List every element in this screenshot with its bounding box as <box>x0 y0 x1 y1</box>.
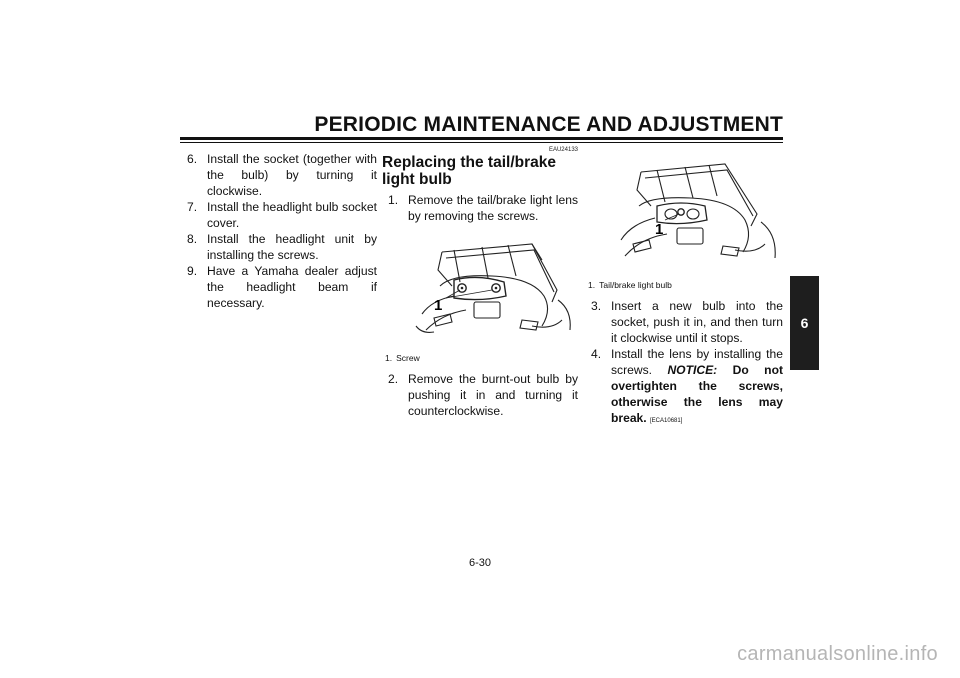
caption-number: 1. <box>588 280 596 290</box>
step-number: 3. <box>591 299 602 313</box>
column-3 <box>585 146 783 429</box>
step-3 <box>585 298 783 346</box>
step-list <box>382 371 578 419</box>
notice-text: Do not overtighten the screws, otherwise the lens may break. <box>611 363 783 425</box>
step-number: 7. <box>187 200 198 214</box>
step-6 <box>181 151 377 199</box>
step-text <box>611 346 783 429</box>
step-text: Install the headlight unit by installing the screws. <box>207 232 377 262</box>
figure-tail-brake-bulb <box>585 156 781 278</box>
step-1 <box>382 192 578 224</box>
caption-text: Screw <box>396 353 420 363</box>
step-text-main: Install the lens by installing the screws. <box>611 347 783 377</box>
step-number: 1. <box>388 193 399 207</box>
page-header-title: PERIODIC MAINTENANCE AND ADJUSTMENT <box>314 113 783 136</box>
step-text: Install the headlight bulb socket cover. <box>207 200 377 230</box>
step-9 <box>181 263 377 311</box>
step-text: Have a Yamaha dealer adjust the headlight beam if necessary. <box>207 264 377 310</box>
tail-light-lens-illustration <box>382 230 578 350</box>
figure-callout-number: 1 <box>655 221 664 238</box>
step-number: 8. <box>187 232 198 246</box>
step-list <box>382 192 578 224</box>
notice-label: NOTICE: <box>667 363 718 377</box>
step-number: 2. <box>388 372 399 386</box>
page-number: 6-30 <box>468 557 492 569</box>
notice-code: [ECA10681] <box>650 418 683 424</box>
step-7 <box>181 199 377 231</box>
caption-text: Tail/brake light bulb <box>599 280 672 290</box>
step-8 <box>181 231 377 263</box>
step-list <box>585 298 783 429</box>
step-2 <box>382 371 578 419</box>
header-rule-thin <box>180 142 783 143</box>
step-number: 6. <box>187 152 198 166</box>
section-title: Replacing the tail/brake light bulb <box>382 154 556 188</box>
figure-callout-number: 1 <box>434 297 443 314</box>
step-number: 9. <box>187 264 198 278</box>
watermark[interactable]: carmanualsonline.info <box>737 643 938 665</box>
figure-screw <box>382 230 578 350</box>
section-code: EAU24133 <box>548 147 578 153</box>
tail-brake-bulb-illustration <box>585 156 783 278</box>
step-list <box>181 151 377 311</box>
step-text: Remove the burnt-out bulb by pushing it in and turning it counterclockwise. <box>408 372 578 418</box>
caption-number: 1. <box>385 353 393 363</box>
column-2 <box>382 146 578 419</box>
step-4 <box>585 346 783 429</box>
figure-caption <box>385 353 578 364</box>
figure-caption <box>588 280 783 291</box>
step-text: Remove the tail/brake light lens by removing the screws. <box>408 193 578 223</box>
header-rule <box>180 137 783 140</box>
step-number: 4. <box>591 347 602 361</box>
step-text: Insert a new bulb into the socket, push it in, and then turn it clockwise until it stops. <box>611 299 783 345</box>
column-1 <box>181 151 377 311</box>
chapter-tab[interactable]: 6 <box>790 276 819 370</box>
step-text: Install the socket (together with the bulb) by turning it clockwise. <box>207 152 377 198</box>
